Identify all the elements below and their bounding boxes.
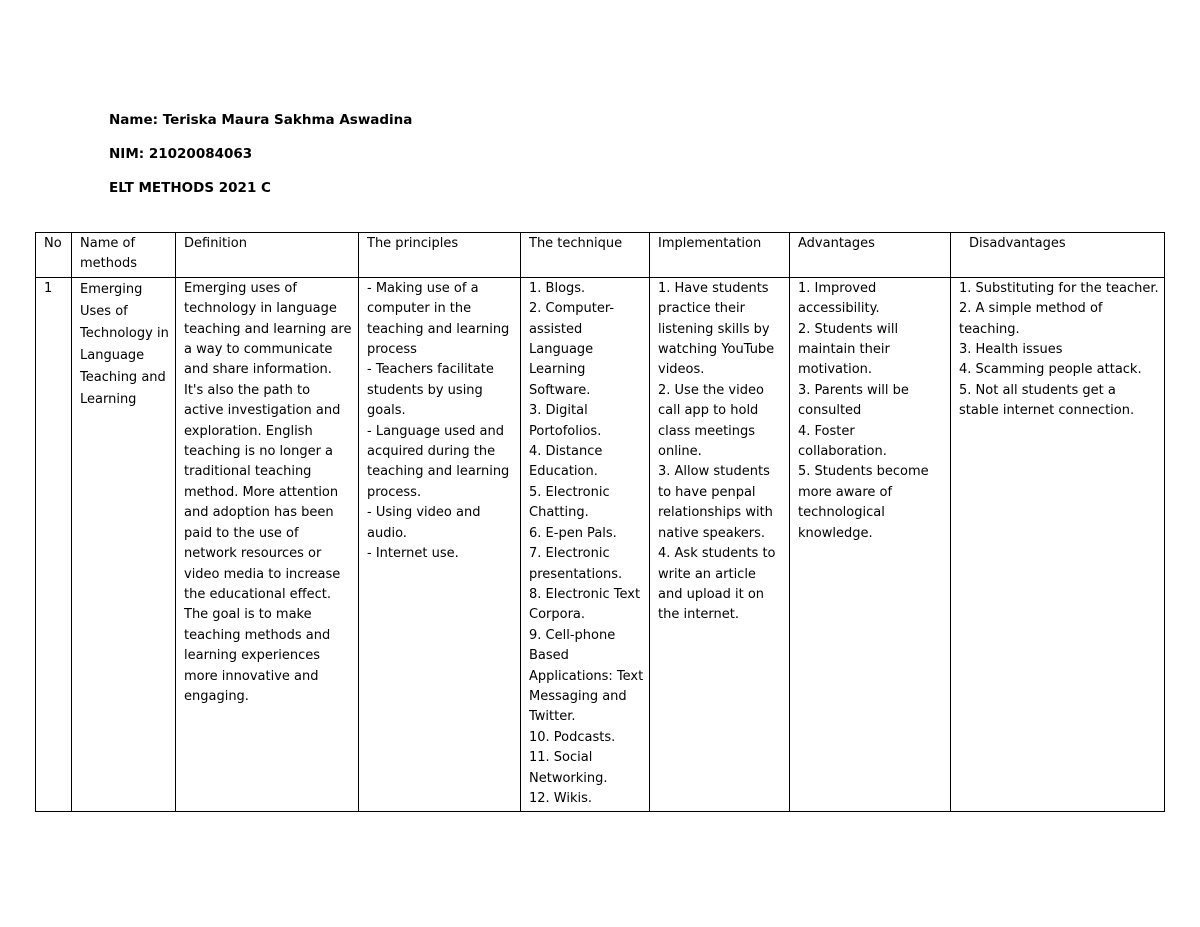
- column-header-disadvantages: Disadvantages: [951, 233, 1165, 278]
- cell-definition: Emerging uses of technology in language teaching and learning are a way to communicate and share information. It's also the path to active investigation and exploration. English teaching is no longer a traditional teaching method. More attention and adoption has been paid to the use of network resources or video media to increase the educational effect. The goal is to make teaching methods and learning experiences more innovative and engaging.: [176, 277, 359, 812]
- course-title: ELT METHODS 2021 C: [109, 180, 271, 196]
- column-header-technique: The technique: [521, 233, 650, 278]
- cell-disadvantages: 1. Substituting for the teacher. 2. A simple method of teaching. 3. Health issues 4. Scamming people attack. 5. Not all students get a stable internet connection.: [951, 277, 1165, 812]
- student-nim: NIM: 21020084063: [109, 146, 253, 162]
- cell-advantages: 1. Improved accessibility. 2. Students will maintain their motivation. 3. Parents will be consulted 4. Foster collaboration. 5. Students become more aware of technological knowledge.: [790, 277, 951, 812]
- cell-implementation: 1. Have students practice their listening skills by watching YouTube videos. 2. Use the video call app to hold class meetings online. 3. Allow students to have penpal relationships with native speakers. 4. Ask students to write an article and upload it on the internet.: [650, 277, 790, 812]
- column-header-advantages: Advantages: [790, 233, 951, 278]
- table-header-row: [36, 233, 1165, 278]
- cell-method-name: Emerging Uses of Technology in Language Teaching and Learning: [72, 277, 176, 812]
- table-row: [36, 277, 1165, 812]
- column-header-implementation: Implementation: [650, 233, 790, 278]
- methods-table: [35, 232, 1165, 812]
- cell-no: 1: [36, 277, 72, 812]
- column-header-principles: The principles: [359, 233, 521, 278]
- cell-principles: - Making use of a computer in the teaching and learning process - Teachers facilitate students by using goals. - Language used and acquired during the teaching and learning process. - Using video and audio. - Internet use.: [359, 277, 521, 812]
- cell-technique: 1. Blogs. 2. Computer-assisted Language Learning Software. 3. Digital Portofolios. 4. Distance Education. 5. Electronic Chatting. 6. E-pen Pals. 7. Electronic presentations. 8. Electronic Text Corpora. 9. Cell-phone Based Applications: Text Messaging and Twitter. 10. Podcasts. 11. Social Networking. 12. Wikis.: [521, 277, 650, 812]
- column-header-no: No: [36, 233, 72, 278]
- column-header-name: Name of methods: [72, 233, 176, 278]
- column-header-definition: Definition: [176, 233, 359, 278]
- student-name: Name: Teriska Maura Sakhma Aswadina: [109, 112, 413, 128]
